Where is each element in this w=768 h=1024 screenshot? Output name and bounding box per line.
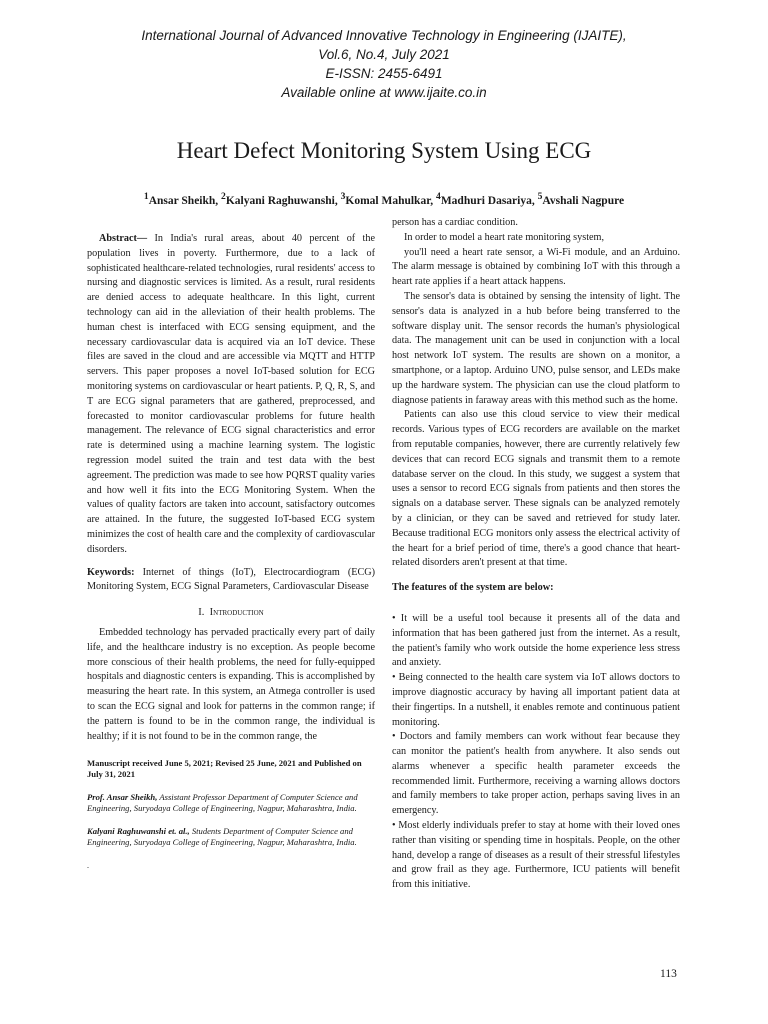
journal-issn: E-ISSN: 2455-6491: [325, 66, 443, 81]
author-affiliation-1: [87, 792, 375, 814]
author-name: Madhuri Dasariya,: [440, 194, 538, 207]
author-number: 1: [143, 191, 149, 202]
journal-header: [0, 26, 768, 102]
author-name: Ansar Sheikh,: [148, 194, 222, 207]
abstract-text: In India's rural areas, about 40 percent of the population lives in poverty. Furthermore, due to a lack of sophisticated healthcare-related technologies, rural residents' access to nursing and diagnostic services is limited. As a result, rural residents are denied access to adequate healthcare. In this light, current technology can aid in the alleviation of their health problems. The human chest is interfaced with ECG sensing equipment, and the necessary cardiovascular data is acquired via an IoT device. These files are saved in the cloud and are accessible via MQTT and HTTP servers. This paper proposes a novel IoT-based solution for ECG monitoring systems on cardiovascular or heart patients. P, Q, R, S, and T are ECG signal parameters that are gathered, preprocessed, and forecasted to monitor cardiovascular problems for future health management. The relevance of ECG signal characteristics and error rate is determined using a machine learning system. The logistic regression model suited the train and test data with the best agreement. The prediction was made to see how PQRST quality varies and how well it fits into the ECG Monitoring System. When the values of quality factors are taken into account, satisfactory outcomes are attained. In the future, the suggested IoT-based ECG system minimizes the cost of health care and the complexity of cardiovascular disorders.: [87, 233, 375, 555]
author-number: 4: [436, 191, 441, 202]
section-title: Introduction: [209, 607, 264, 619]
author-name: Avshali Nagpure: [542, 194, 625, 207]
body-paragraph: The sensor's data is obtained by sensing the intensity of light. The sensor's data is analyzed in a hub before being transferred to the software display unit. The sensor records the human's physiological data. The management unit can be used in conjunction with a local host network IoT system. The results are shown on a monitor, a smartphone, or a laptop. Arduino UNO, pulse sensor, and LEDs make up the hardware system. The physician can use the cloud platform to diagnose patients in faraway areas with this method such as the home.: [392, 290, 680, 406]
journal-volume: Vol.6, No.4, July 2021: [318, 47, 450, 62]
feature-bullet: • Doctors and family members can work without fear because they can monitor the patient's health from anywhere. It also sends out alarms whenever a specific health parameter exceeds the recommended limit. Furthermore, receiving a warning allows doctors and family members to take proper action, perhaps saving lives in an emergency.: [392, 731, 680, 817]
footnote-author: Prof. Ansar Sheikh,: [87, 792, 158, 803]
right-column: [392, 216, 680, 893]
features-heading: The features of the system are below:: [392, 582, 554, 594]
abstract: [87, 232, 375, 558]
footnote-dot: .: [87, 861, 89, 871]
feature-bullet: • Being connected to the health care system via IoT allows doctors to improve diagnostic accuracy by having all important patient data at their fingertips. In a nutshell, it enables remote and continuous patient monitoring.: [392, 672, 680, 728]
page-number: 113: [660, 968, 677, 980]
section-heading-introduction: [87, 606, 375, 621]
footnotes: [87, 758, 375, 871]
author-list: [0, 191, 768, 207]
author-number: 5: [537, 191, 543, 202]
keywords-label: Keywords:: [87, 566, 135, 578]
feature-bullet: • Most elderly individuals prefer to stay at home with their loved ones rather than visiting or spending time in hospitals. People, on the other hand, develop a range of diseases as a result of their stressful lifestyles and grow frail as they age. Furthermore, ICU patients will benefit from this initiative.: [392, 820, 680, 891]
left-column: [87, 232, 375, 871]
section-number: I.: [198, 607, 205, 619]
continued-text: person has a cardiac condition.: [392, 217, 518, 228]
abstract-label: Abstract—: [99, 233, 148, 244]
body-paragraph: Patients can also use this cloud service to view their medical records. Various types of ECG recorders are available on the market from reputable companies, however, there are currently relatively few devices that can record ECG signals and transmit them to a remote database server on the cloud. In this study, we suggest a system that uses a sensor to record ECG signals from patients and then stores the signals on a database server. These signals can be analyzed remotely by a clinician, or they can be saved and retrieved for study later. Because traditional ECG monitors only assess the electrical activity of the heart for a brief period of time, there's a good chance that heart-related disorders aren't present at that time.: [392, 409, 680, 569]
intro-paragraph: Embedded technology has pervaded practically every part of daily life, and the healthcare industry is no exception. As people become more conscious of their health problems, the need for fully-equipped hospitals and diagnostic centers is expanding. This is accomplished by measuring the heart rate. In this system, an Atmega controller is used to scan the ECG signal and look for patterns in the common range; if the pattern is found to be in the common range, the individual is healthy; if it is not found to be in the common range, the: [87, 626, 375, 742]
footnote-text: Assistant Professor Department of Computer Science and Engineering, Suryodaya College of Engineering, Nagpur, Maharashtra, India.: [87, 792, 358, 814]
paper-title: Heart Defect Monitoring System Using ECG: [176, 138, 592, 163]
journal-website: Available online at www.ijaite.co.in: [281, 85, 487, 100]
keywords-text: Internet of things (IoT), Electrocardiogram (ECG) Monitoring System, ECG Signal Parameters, Cardiovascular Disease: [87, 566, 375, 593]
feature-bullet: • It will be a useful tool because it presents all of the data and information that has been gathered just from the internet. As a result, the patient's family who work outside the home experience less stress and anxiety.: [392, 612, 680, 669]
footnote-text: Students Department of Computer Science and Engineering, Suryodaya College of Engineering, Nagpur, Maharashtra, India.: [87, 826, 357, 848]
author-affiliation-2: [87, 826, 375, 848]
body-paragraph: In order to model a heart rate monitoring system,: [404, 231, 605, 243]
author-name: Kalyani Raghuwanshi,: [225, 194, 341, 207]
author-number: 2: [221, 191, 226, 202]
keywords: [87, 566, 375, 596]
manuscript-note: Manuscript received June 5, 2021; Revised 25 June, 2021 and Published on July 31, 2021: [87, 758, 362, 780]
author-name: Komal Mahulkar,: [345, 194, 437, 207]
footnote-author: Kalyani Raghuwanshi et. al.,: [87, 826, 190, 837]
author-number: 3: [340, 191, 346, 202]
journal-name: International Journal of Advanced Innovative Technology in Engineering (IJAITE),: [141, 28, 627, 43]
body-paragraph: you'll need a heart rate sensor, a Wi-Fi module, and an Arduino. The alarm message is obtained by combining IoT with this through a heart rate applies if a heart attack happens.: [392, 246, 680, 288]
